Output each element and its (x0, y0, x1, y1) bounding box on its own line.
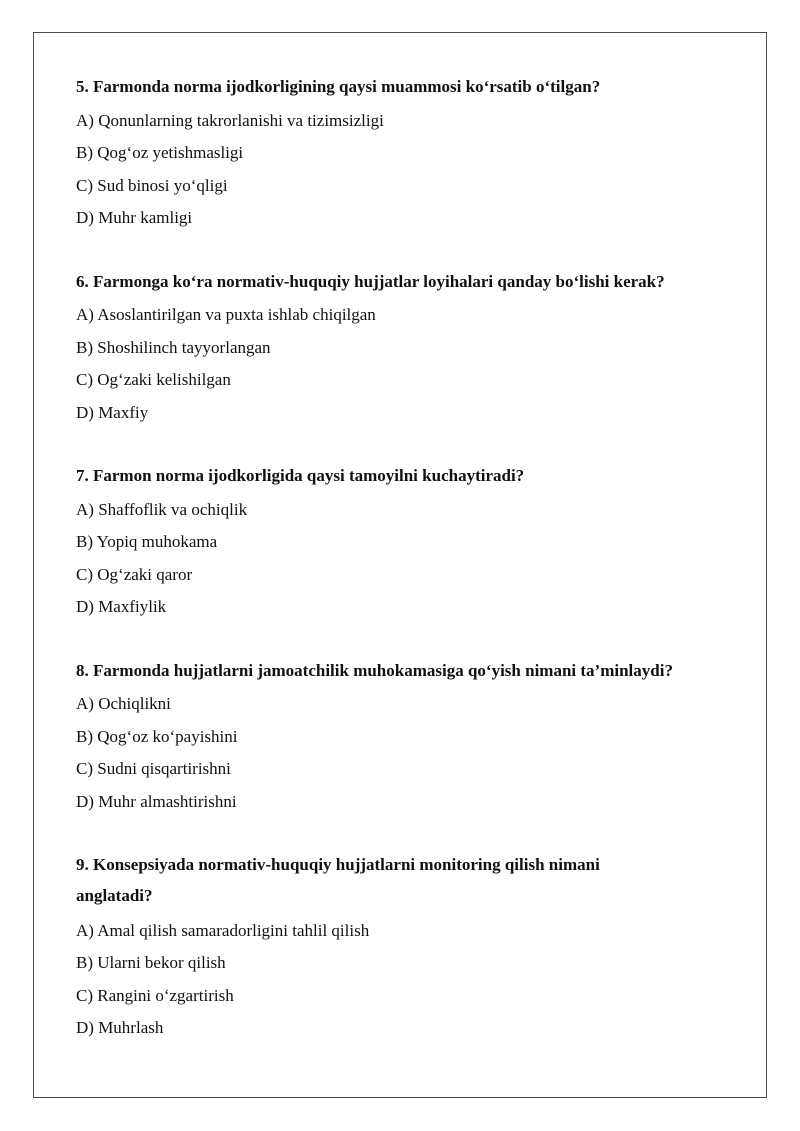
question-title: 8. Farmonda hujjatlarni jamoatchilik muhokamasiga qo‘yish nimani ta’minlaydi? (76, 660, 673, 680)
option-a: A) Ochiqlikni (76, 694, 171, 713)
option-c: C) Og‘zaki qaror (76, 564, 193, 584)
spacer (76, 235, 746, 267)
question-6 (76, 267, 746, 430)
spacer (76, 624, 746, 656)
question-8 (76, 656, 746, 819)
option-b: B) Yopiq muhokama (76, 532, 218, 551)
option-b: B) Qog‘oz ko‘payishini (76, 726, 238, 746)
question-title: 5. Farmonda norma ijodkorligining qaysi muammosi ko‘rsatib o‘tilgan? (76, 77, 601, 96)
option-a: A) Shaffoflik va ochiqlik (76, 499, 248, 519)
option-a: A) Qonunlarning takrorlanishi va tizimsizligi (76, 110, 384, 130)
option-b: B) Qog‘oz yetishmasligi (76, 143, 244, 162)
question-title: 7. Farmon norma ijodkorligida qaysi tamoyilni kuchaytiradi? (76, 466, 525, 485)
option-b: B) Ularni bekor qilish (76, 953, 226, 972)
question-5 (76, 72, 746, 235)
option-c: C) Sud binosi yo‘qligi (76, 175, 228, 195)
option-c: C) Rangini o‘zgartirish (76, 985, 234, 1005)
question-title-continued: anglatadi? (76, 886, 153, 905)
option-d: D) Muhrlash (76, 1018, 164, 1037)
option-a: A) Amal qilish samaradorligini tahlil qilish (76, 920, 370, 940)
option-a: A) Asoslantirilgan va puxta ishlab chiqilgan (76, 305, 376, 324)
question-title: 6. Farmonga ko‘ra normativ-huquqiy hujjatlar loyihalari qanday bo‘lishi kerak? (76, 271, 665, 291)
option-c: C) Og‘zaki kelishilgan (76, 370, 231, 389)
question-list (76, 72, 746, 1045)
question-title: 9. Konsepsiyada normativ-huquqiy hujjatlarni monitoring qilish nimani (76, 855, 600, 874)
question-7 (76, 461, 746, 624)
question-9 (76, 850, 746, 1045)
spacer (76, 818, 746, 850)
option-c: C) Sudni qisqartirishni (76, 759, 231, 778)
option-d: D) Muhr almashtirishni (76, 791, 237, 811)
option-d: D) Maxfiy (76, 402, 149, 422)
option-d: D) Muhr kamligi (76, 208, 193, 227)
option-d: D) Maxfiylik (76, 597, 167, 616)
option-b: B) Shoshilinch tayyorlangan (76, 337, 271, 357)
spacer (76, 429, 746, 461)
